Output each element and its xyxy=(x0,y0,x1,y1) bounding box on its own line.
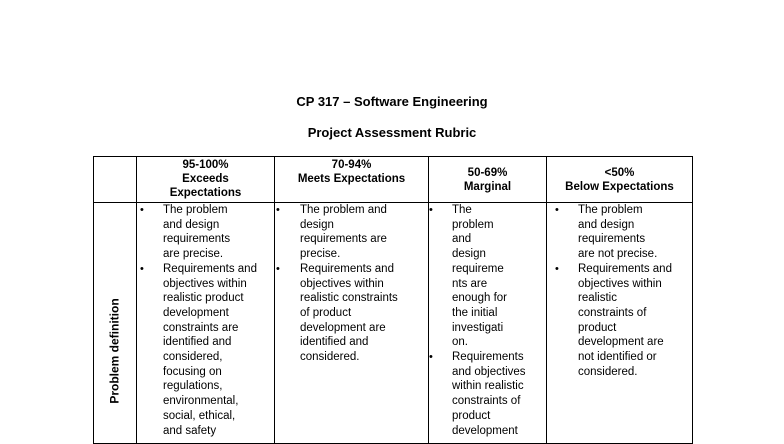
header-exceeds-expectations xyxy=(137,157,275,203)
bullet-icon: • xyxy=(429,351,433,364)
bullet-icon: • xyxy=(555,204,559,216)
document-subtitle: Project Assessment Rubric xyxy=(307,125,477,140)
list-item: • The problem and design requireme nts are enough for the initial investigati on. xyxy=(429,204,507,349)
row-label: Problem definition xyxy=(107,298,122,404)
bullet-icon: • xyxy=(140,204,144,216)
cell-marginal xyxy=(429,203,547,444)
header-label: 95-100% Exceeds Expectations xyxy=(169,159,242,199)
list-item: • Requirements and objectives within realistic constraints of product development are not identified or considered. xyxy=(555,262,672,378)
bullet-icon: • xyxy=(276,262,280,275)
cell-meets-expectations xyxy=(275,203,429,444)
header-row xyxy=(94,157,693,203)
row-label-cell xyxy=(94,203,137,444)
list-item: • Requirements and objectives within realistic product development constraints are identified and considered, focusing on regulations, environmental, social, ethical, and safety xyxy=(140,262,257,437)
cell-below-expectations xyxy=(547,203,693,444)
header-label: 70-94% Meets Expectations xyxy=(297,159,406,185)
list-item: • The problem and design requirements are precise. xyxy=(276,204,387,261)
list-item: • The problem and design requirements are precise. xyxy=(140,204,231,261)
list-item: • The problem and design requirements are not precise. xyxy=(555,204,658,261)
header-corner-cell xyxy=(94,157,137,203)
cell-exceeds-expectations xyxy=(137,203,275,444)
header-meets-expectations xyxy=(275,157,429,203)
bullet-icon: • xyxy=(276,204,280,216)
document-title: CP 317 – Software Engineering xyxy=(296,94,488,109)
bullet-icon: • xyxy=(555,262,559,275)
bullet-icon: • xyxy=(429,204,433,216)
bullet-icon: • xyxy=(140,262,144,275)
header-label: <50% Below Expectations xyxy=(565,166,674,193)
row-problem-definition xyxy=(94,203,693,444)
list-item: • Requirements and objectives within realistic constraints of product development xyxy=(429,351,526,437)
header-below-expectations xyxy=(547,157,693,203)
list-item: • Requirements and objectives within realistic constraints of product development are identified and considered. xyxy=(276,262,398,364)
header-marginal xyxy=(429,157,547,203)
header-label: 50-69% Marginal xyxy=(463,166,512,193)
rubric-table xyxy=(93,156,693,444)
